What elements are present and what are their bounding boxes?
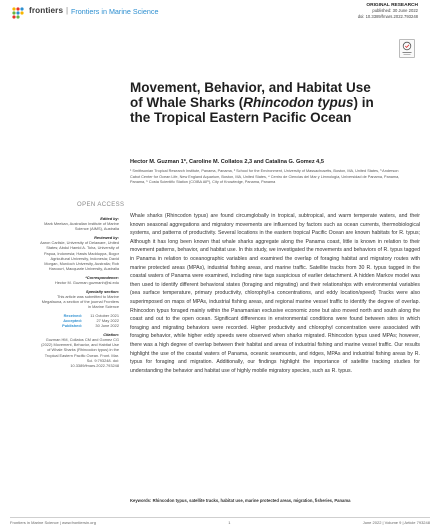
reviewed-by-heading: Reviewed by:: [94, 235, 119, 240]
published-row: [38, 323, 119, 328]
received-label: Received:: [63, 312, 82, 318]
abstract-text: Whale sharks (Rhincodon typus) are found circumglobally in tropical, subtropical, and warm temperate waters, and their known seasonal aggregations and migratory movements are influenced by factors such as ocean currents, thermobiological systems, and patterns of productivity. Several locations in the eastern tropical Pacific Ocean are known habitats for R. typus; Although it has long been known that whale sharks aggregate along the Panama coast, little is known in relation to their movement patterns, behavior, and habitat use. In this study, we investigated the movements and behaviors of R. typus tagged in Panama in relation to oceanographic variables and examined the overlap of foraging habitat and migratory routes with marine protected areas (MPAs), industrial fishing areas, and marine traffic. Satellite tracks from 30 R. typus tagged in the coastal waters of Panama were examined, including nine tags suspicious of earlier detachment. A hidden Markov model was then used to identify different behavioral states (foraging and migrating) and their relationships with environmental variables (sea surface temperature, primary productivity, chlorophyll-a concentrations, and eddy location/speed) Tracks were also superimposed on maps of MPAs, industrial fishing areas, and regional marine vessel traffic to identify the degree of overlap. Rhincodon typus foraged mainly within the Panamanian exclusive economic zone but also moved north and south along the coast and out to the open ocean. Significant differences in environmental conditions were found between sites in which foraging and migrating behaviors were recorded. Higher productivity and chlorophyl concentration were associated with foraging behavior, while higher eddy speeds were observed when sharks migrated. Rhincodon typus used MPAs; however, there was a high degree of overlap between their habitat and areas of industrial fishing and marine vessel traffic. Our results highlight the use of the coastal waters of Panama, oceanic seamounts, and ridges, MPAs and industrial fishing areas by R. typus for foraging and migration. Additionally, our findings highlight the importance of satellite tracking studies for understanding the behavior and habitat use of highly mobile migratory species, such as R. typus.: [130, 213, 420, 374]
published-label: Published:: [62, 323, 82, 329]
doi-link[interactable]: doi: 10.3389/fmars.2022.793248: [357, 13, 418, 19]
published-date-sidebar: 30 June 2022: [95, 323, 119, 329]
brand-name[interactable]: frontiers: [29, 6, 64, 15]
received-date: 11 October 2021: [90, 312, 119, 318]
brand-separator: |: [66, 6, 69, 15]
specialty-heading: Specialty section:: [85, 288, 119, 294]
affiliations: ¹ Smithsonian Tropical Research Institute, Panama, Panama, ² School for the Environment, University of Massachusetts, Boston, MA, United States, ³ Anderson Cabot Center for Ocean Life, New England Aquarium, Boston, MA, United States, ⁴ Centro de Ciencias del Mar y Limnología, Universidad de Panama, Panama, Panama, ⁵ Costa Scientific Station (COIBA AIP), City of Knowledge, Panama, Panama: [130, 169, 400, 185]
citation-heading: Citation:: [103, 331, 119, 337]
keywords-list: Rhincodon typus, satellite tracks, habitat use, marine protected areas, migration, fisheries, Panama: [152, 498, 351, 503]
citation-text: Guzman HM, Collatos CM and Gomez CG (2022) Movement, Behavior, and Habitat Use of Whale Sharks (Rhincodon typus) in the Tropical Eastern Pacific Ocean. Front. Mar. Sci. 9:793248. doi: 10.3389/fmars.2022.793248: [41, 337, 119, 369]
edited-by-heading: Edited by:: [100, 216, 119, 221]
correspondence-heading: *Correspondence:: [85, 274, 119, 280]
frontiers-logo-icon: [10, 5, 26, 21]
footer-journal[interactable]: Frontiers in Marine Science | www.frontiersin.org: [10, 520, 96, 525]
open-access-label: OPEN ACCESS: [77, 202, 125, 208]
published-date: published: 30 June 2022: [372, 8, 418, 14]
footer-volume: June 2022 | Volume 9 | Article 793248: [362, 520, 430, 525]
keywords-label: Keywords:: [130, 498, 152, 503]
specialty-section: This article was submitted to Marine Megafauna, a section of the journal Frontiers in Marine Science: [41, 293, 119, 310]
page-footer: [10, 520, 430, 525]
title-after: ) in the Tropical Eastern Pacific Ocean: [130, 95, 374, 126]
correspondence[interactable]: Hector M. Guzman guzmanh@si.edu: [54, 280, 119, 286]
article-title: [130, 80, 380, 126]
keywords-line: [130, 498, 420, 503]
reviewed-by: Aaron Carlisle, University of Delaware, United States; Abdul Hamid A. Toha, University of Papua, Indonesia; Hawis Madduppa, Bogor Agricultural University, Indonesia; David Morgan, Murdoch University, Australia; Rob Harcourt, Macquarie University, Australia: [40, 240, 119, 272]
accepted-date: 27 May 2022: [96, 318, 119, 324]
footer-divider: [10, 517, 430, 518]
article-type: ORIGINAL RESEARCH: [366, 3, 418, 8]
accepted-label: Accepted:: [63, 318, 82, 324]
title-before: Movement, Behavior, and Habitat Use of Whale Sharks (: [130, 80, 371, 111]
title-species: Rhincodon typus: [243, 95, 354, 111]
check-for-updates-button[interactable]: [399, 39, 415, 58]
article-sidebar: [38, 216, 119, 372]
edited-by: Mark Meekan, Australian Institute of Marine Science (AIMS), Australia: [44, 221, 119, 232]
dates-block: [38, 313, 119, 329]
page-number: 1: [228, 520, 231, 525]
check-updates-icon: [400, 40, 414, 57]
article-meta: [358, 3, 418, 19]
author-list[interactable]: Hector M. Guzman 1*, Caroline M. Collatos 2,3 and Catalina G. Gomez 4,5: [130, 159, 324, 165]
journal-name[interactable]: Frontiers in Marine Science: [71, 6, 159, 16]
